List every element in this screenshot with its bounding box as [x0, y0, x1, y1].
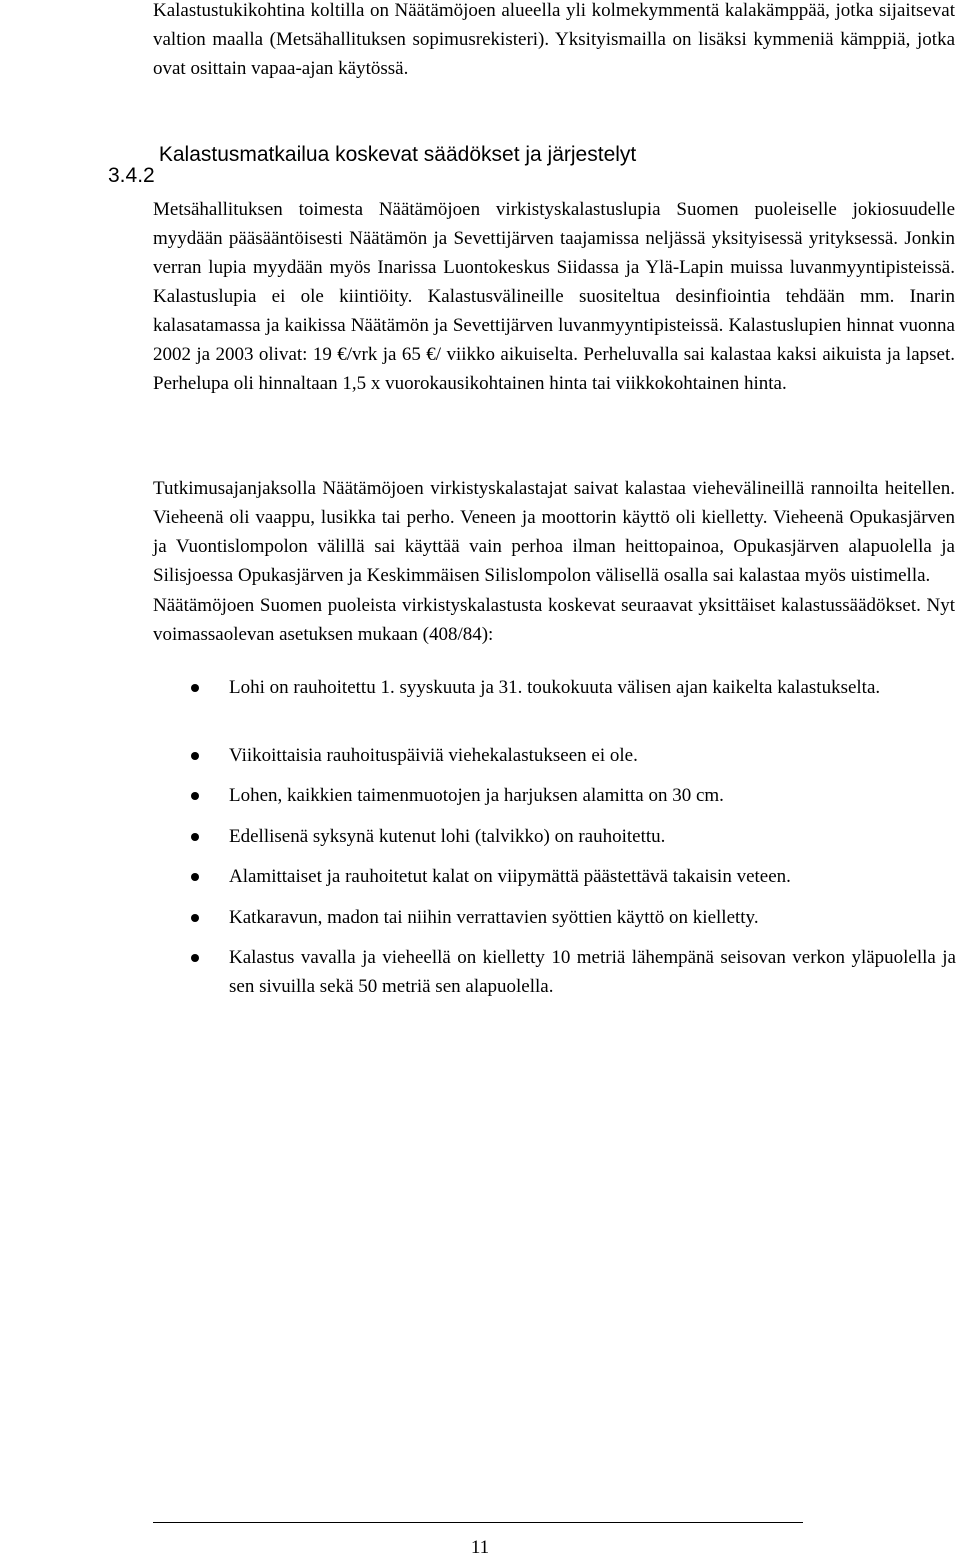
bullet-icon — [191, 914, 199, 922]
list-item: Lohi on rauhoitettu 1. syyskuuta ja 31. toukokuuta välisen ajan kaikelta kalastukselta. — [229, 673, 956, 702]
bullet-icon — [191, 684, 199, 692]
bullet-icon — [191, 792, 199, 800]
list-item: Lohen, kaikkien taimenmuotojen ja harjuksen alamitta on 30 cm. — [229, 781, 956, 810]
bullet-icon — [191, 833, 199, 841]
section-title: Kalastusmatkailua koskevat säädökset ja järjestelyt — [158, 143, 637, 166]
list-item: Katkaravun, madon tai niihin verrattavien syöttien käyttö on kielletty. — [229, 903, 956, 932]
paragraph-gear: Tutkimusajanjaksolla Näätämöjoen virkistyskalastajat saivat kalastaa viehevälineillä rannoilta heitellen. Vieheenä oli vaappu, lusikka tai perho. Veneen ja moottorin käyttö oli kielletty. Vieheenä Opukasjärven ja Vuontislompolon välillä sai käyttää vain perhoa ilman heittopainoa, Opukasjärven alapuolella ja Silisjoessa Opukasjärven ja Keskimmäisen Silislompolon välisellä osalla sai kalastaa myös uistimella. — [153, 478, 955, 586]
footer-rule — [153, 1522, 803, 1523]
section-heading — [108, 140, 637, 187]
list-item: Kalastus vavalla ja vieheellä on kielletty 10 metriä lähempänä seisovan verkon yläpuolella ja sen sivuilla sekä 50 metriä sen alapuolella. — [229, 943, 956, 1001]
bullet-icon — [191, 873, 199, 881]
bullet-icon — [191, 752, 199, 760]
intro-paragraph: Kalastustukikohtina koltilla on Näätämöjoen alueella yli kolmekymmentä kalakämppää, jotka sijaitsevat valtion maalla (Metsähallituksen sopimusrekisteri). Yksityismailla on lisäksi kymmeniä kämppiä, jotka ovat osittain vapaa-ajan käytössä. — [153, 0, 955, 79]
section-number: 3.4.2 — [108, 164, 155, 187]
paragraph-permits: Metsähallituksen toimesta Näätämöjoen virkistyskalastuslupia Suomen puoleiselle jokiosuudelle myydään pääsääntöisesti Näätämön ja Sevettijärven taajamissa neljässä yksityisessä yrityksessä. Jonkin verran lupia myydään myös Inarissa Luontokeskus Siidassa ja Ylä-Lapin muissa luvanmyyntipisteissä. Kalastuslupia ei ole kiintiöity. Kalastusvälineille suositeltua desinfiointia tehdään mm. Inarin kalasatamassa ja kaikissa Näätämön ja Sevettijärven luvanmyyntipisteissä. Kalastuslupien hinnat vuonna 2002 ja 2003 olivat: 19 €/vrk ja 65 €/ viikko aikuiselta. Perheluvalla sai kalastaa kaksi aikuista ja lapset. Perhelupa oli hinnaltaan 1,5 x vuorokausikohtainen hinta tai viikkokohtainen hinta. — [153, 199, 955, 394]
list-item: Alamittaiset ja rauhoitetut kalat on viipymättä päästettävä takaisin veteen. — [229, 862, 956, 891]
bullet-icon — [191, 954, 199, 962]
paragraph-regulations-intro: Näätämöjoen Suomen puoleista virkistyskalastusta koskevat seuraavat yksittäiset kalastussäädökset. Nyt voimassaolevan asetuksen mukaan (408/84): — [153, 595, 955, 645]
list-item: Edellisenä syksynä kutenut lohi (talvikko) on rauhoitettu. — [229, 822, 956, 851]
page-number: 11 — [470, 1537, 490, 1558]
list-item: Viikoittaisia rauhoituspäiviä viehekalastukseen ei ole. — [229, 741, 956, 770]
